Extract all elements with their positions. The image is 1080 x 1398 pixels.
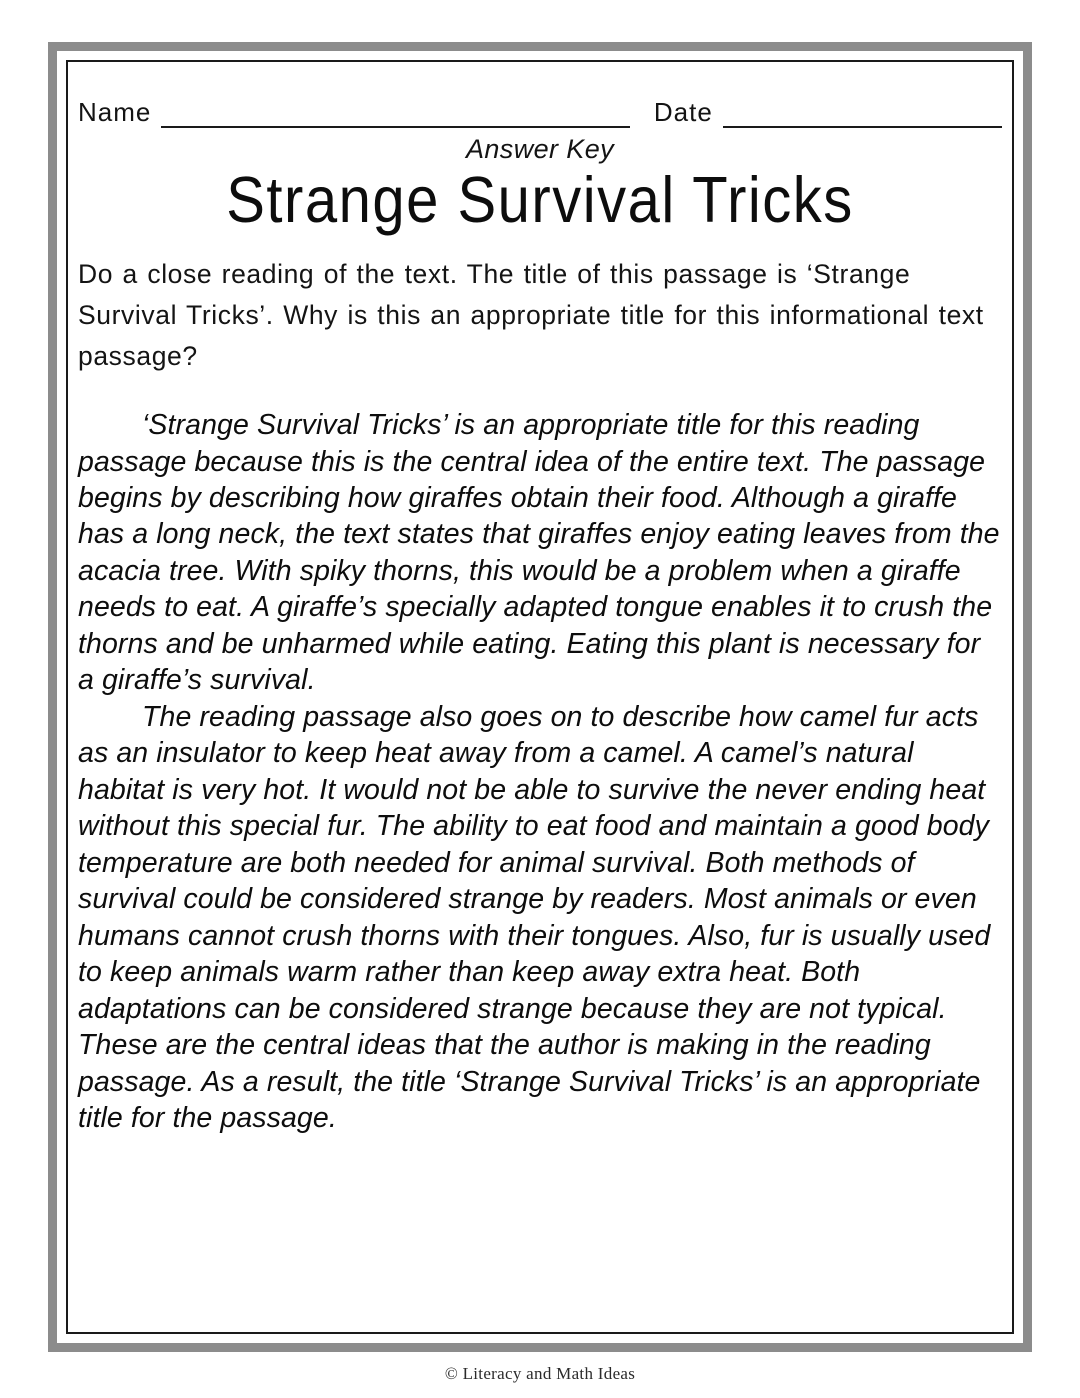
name-date-row [78,84,1002,128]
answer-response [78,407,1002,1136]
answer-paragraph: The reading passage also goes on to describe how camel fur acts as an insulator to keep heat away from a camel. A camel’s natural habitat is very hot. It would not be able to survive the never ending heat without this special fur. The ability to eat food and maintain a good body temperature are both needed for animal survival. Both methods of survival could be considered strange by readers. Most animals or even humans cannot crush thorns with their tongues. Also, fur is usually used to keep animals warm rather than keep away extra heat. Both adaptations can be considered strange because they are not typical. These are the central ideas that the author is making in the reading passage. As a result, the title ‘Strange Survival Tricks’ is an appropriate title for the passage. [78,700,991,1134]
answer-key-label: Answer Key [465,134,615,164]
name-label: Name [78,97,152,127]
date-input[interactable] [723,98,1002,128]
footer-copyright: © Literacy and Math Ideas [444,1364,636,1383]
prompt-text: Do a close reading of the text. The title of this passage is ‘Strange Survival Tricks’. Why is this an appropriate title for this informational text passage? [78,258,984,372]
date-label: Date [653,97,713,127]
worksheet-content [78,84,1002,1314]
answer-paragraph: ‘Strange Survival Tricks’ is an appropriate title for this reading passage because this is the central idea of the entire text. The passage begins by describing how giraffes obtain their food. Although a giraffe has a long neck, the text states that giraffes enjoy eating leaves from the acacia tree. With spiky thorns, this would be a problem when a giraffe needs to eat. A giraffe’s specially adapted tongue enables it to crush the thorns and be unharmed while eating. Eating this plant is necessary for a giraffe’s survival. [78,409,1000,697]
name-input[interactable] [161,98,630,128]
page-title: Strange Survival Tricks [226,163,854,237]
